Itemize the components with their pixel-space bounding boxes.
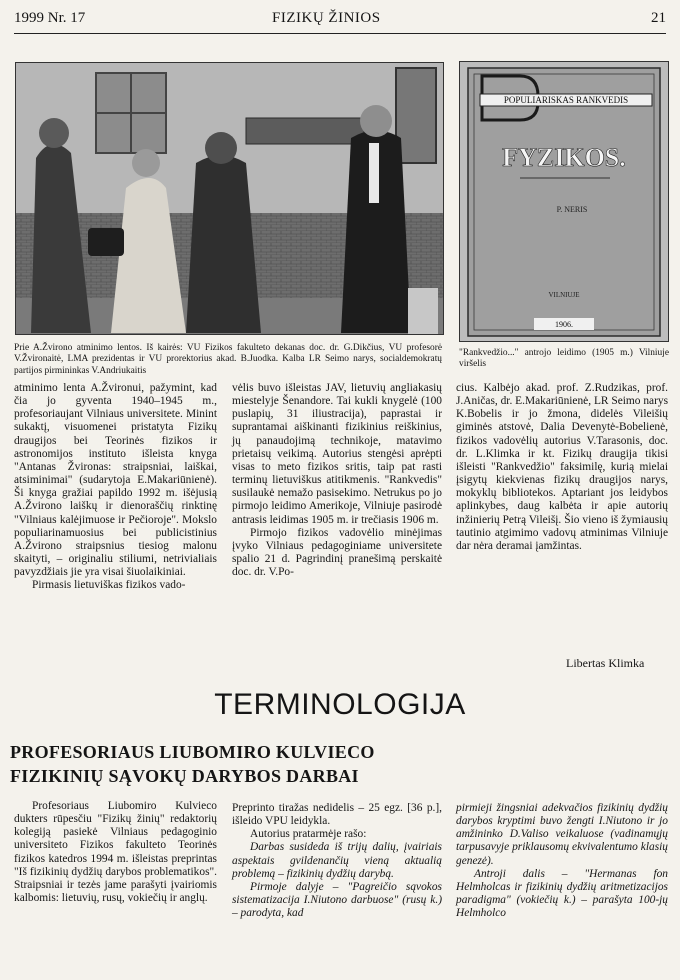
section-kicker: TERMINOLOGIJA (214, 688, 466, 721)
paragraph: Pirmoje dalyje – "Pagreičio sąvokos sistematizacija I.Niutono darbuose" (rusų k.) – parodyta, kad (232, 880, 442, 920)
book-cover-photo (459, 61, 669, 342)
cover-title: FYZIKOS. (502, 143, 626, 172)
headline-line-2: FIZIKINIŲ SĄVOKŲ DARYBOS DARBAI (10, 766, 359, 786)
paragraph: Profesoriaus Liubomiro Kulvieco dukters rūpesčiu "Fizikų žinių" redaktorių kolegiją pasiekė Vilniaus pedagoginio universiteto Fizikos fakulteto Teorinės fizikos katedros 1994 m. išleistas preprintas "Iš fizikinių dydžių darybos problematikos". Straipsniai ir tezės jame parašyti įvairiomis kalbomis: lietuvių, rusų, vokiečių ir anglų. (14, 800, 217, 905)
article2-column-2 (232, 802, 442, 920)
ceremony-photo-image (16, 63, 443, 334)
book-cover-image (460, 62, 668, 341)
paragraph: Pirmasis lietuviškas fizikos vado- (32, 579, 186, 592)
issue-label: 1999 Nr. 17 (14, 10, 86, 26)
article2-headline (10, 740, 670, 788)
article1-column-1 (14, 382, 217, 593)
paragraph: cius. Kalbėjo akad. prof. Z.Rudzikas, prof. J.Aničas, dr. E.Makariūnienė, LR Seimo narys K.Bobelis ir jo žmona, didelės Vileišių giminės atstovė, Dalia Devenytė-Bobelienė, fizikos vadovėlių autorius V.Tarasonis, doc. dr. L.Klimka ir kt. Fizikų draugija tikisi išleisti "Rankvedžio" faksimilę, kurią mielai įsigytų kiekvienas fizikų draugijos narys, mokyklų bibliotekos. Aptariant jos leidybos aplinkybes, daug kalbėta ir apie autorių inžinierių Petrą Vileišį. Šio vieno iš žymiausių tautinio atgimimo vadovų atminimas Vilniuje dar nėra deramai įamžintas. (456, 382, 668, 552)
paragraph: Pirmojo fizikos vadovėlio minėjimas įvyko Vilniaus pedagoginiame universitete spalio 21 d. Pagrindinį pranešimą perskaitė doc. dr. V.Po- (232, 526, 442, 579)
page-number: 21 (651, 10, 666, 26)
cover-series: POPULIARISKAS RANKVEDIS (503, 95, 629, 105)
cover-caption: "Rankvedžio..." antrojo leidimo (1905 m.) Vilniuje viršelis (459, 348, 669, 370)
paragraph: Preprinto tiražas nedidelis – 25 egz. [36 p.], išleido VPU leidykla. (232, 802, 442, 828)
article1-column-3 (456, 382, 668, 553)
article2-column-3 (456, 802, 668, 920)
paragraph: pirmieji žingsniai adekvačios fizikinių dydžių darybos kryptimi buvo žengti I.Niutono ir jo amžininko D.Valiso veikaluose (vadinamųjų tarpusavyje priklausomų ekvivalentumo klasių genezė). (456, 802, 668, 867)
paragraph: Antroji dalis – "Hermanas fon Helmholcas ir fizikinių dydžių aritmetizacijos paradigma" (vokiečių k.) – parašyta 100-jų Helmholco (456, 867, 668, 920)
article1-column-2 (232, 382, 442, 579)
article2-column-1 (14, 800, 217, 905)
paragraph: vėlis buvo išleistas JAV, lietuvių angliakasių miestelyje Šenandore. Tai kukli knygelė (100 puslapių, 31 iliustracija), paprastai ir suprantamai aiškinanti fizikinius reiškinius, jų panaudojimą technikoje, matavimo prietaisų veikimą. Autorius stengėsi aprėpti visas to meto fizikos sritis, taip pat rasti terminų lietuviškus atitikmenis. "Rankvedis" susilaukė nemažo pasisekimo. Netrukus po jo pirmojo leidimo Amerikoje, Vilniuje pasirodė antrasis leidimas 1905 m. ir trečiasis 1906 m. (232, 382, 442, 526)
cover-author: P. NERIS (556, 205, 588, 214)
paragraph: atminimo lenta A.Žvironui, pažymint, kad čia jo gyventa 1940–1945 m., profesoriaujant Vilniaus universitete. Minint sukaktį, visuomenei pristatyta Fizikų draugijos bei Teorinės fizikos ir astronomijos instituto išleista knyga "Antanas Žvironas: straipsniai, laiškai, atsiminimai" (sudarytoja E.Makariūnienė). Ši knyga gražiai papildo 1992 m. išėjusią A.Žvirono laiškų ir dienoraščių rinktinę "Vilniaus kalėjimuose ir Pečioroje". Mokslo populiarinamuosius bei publicistinius A.Žvirono straipsnius tiesiog malonu skaityti, – originaliu stiliumi, netrivialiais pavyzdžiais jie yra visai šiuolaikiniai. (14, 382, 217, 579)
running-header (14, 10, 666, 32)
journal-title: FIZIKŲ ŽINIOS (272, 10, 381, 26)
header-rule (14, 33, 666, 34)
article1-signature: Libertas Klimka (566, 656, 645, 670)
ceremony-photo (15, 62, 444, 335)
cover-year: 1906. (555, 320, 573, 329)
cover-city: VILNIUJE (548, 291, 580, 299)
paragraph: Autorius pratarmėje rašo: (250, 828, 367, 841)
headline-line-1: PROFESORIAUS LIUBOMIRO KULVIECO (10, 742, 375, 762)
paragraph: Darbas susideda iš trijų dalių, įvairiais aspektais gvildenančių vieną aktualią problemą – fizikinių dydžių darybą. (232, 841, 442, 880)
photo-caption: Prie A.Žvirono atminimo lentos. Iš kairės: VU Fizikos fakulteto dekanas doc. dr. G.Dikčius, VU profesorė V.Žvironaitė, LMA prezidentas ir VU prorektorius akad. B.Juodka. Kalba LR Seimo narys, socialdemokratų partijos pirmininkas V.Andriukaitis (14, 343, 442, 376)
